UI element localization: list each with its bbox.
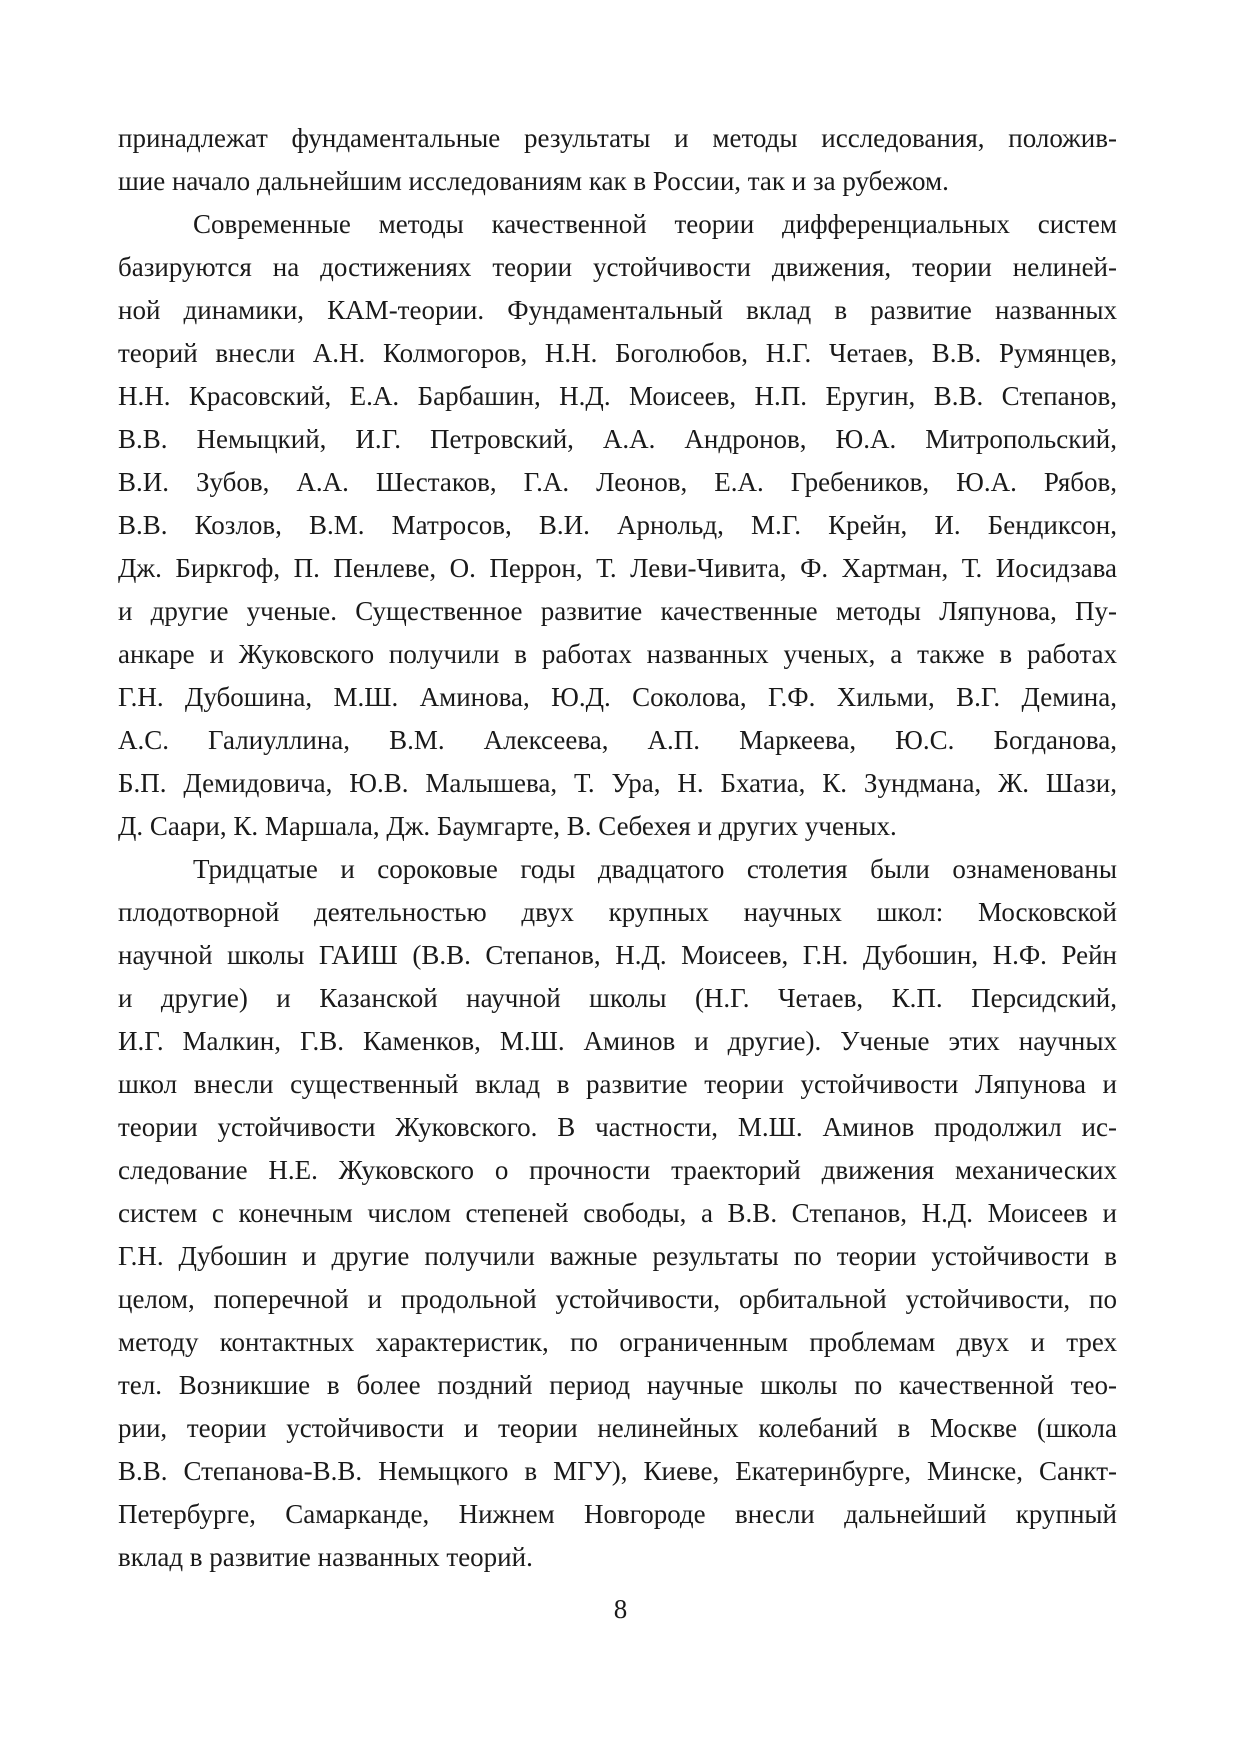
paragraph-3-line-7: теории устойчивости Жуковского. В частности, М.Ш. Аминов продолжил ис-	[118, 1112, 1117, 1142]
paragraph-2-line-13: А.С. Галиуллина, В.М. Алексеева, А.П. Маркеева, Ю.С. Богданова,	[118, 725, 1117, 755]
paragraph-3-line-16: Петербурге, Самарканде, Нижнем Новгороде внесли дальнейший крупный	[118, 1499, 1117, 1529]
body-text	[118, 117, 1117, 1579]
paragraph-2-line-9: Дж. Биркгоф, П. Пенлеве, О. Перрон, Т. Леви-Чивита, Ф. Хартман, Т. Иосидзава	[118, 553, 1117, 583]
paragraph-2-line-1: Современные методы качественной теории дифференциальных систем	[193, 209, 1117, 239]
paragraph-3-line-11: целом, поперечной и продольной устойчивости, орбитальной устойчивости, по	[118, 1284, 1117, 1314]
paragraph-2-line-2: базируются на достижениях теории устойчивости движения, теории нелиней-	[118, 252, 1117, 282]
paragraph-2-line-8: В.В. Козлов, В.М. Матросов, В.И. Арнольд, М.Г. Крейн, И. Бендиксон,	[118, 510, 1117, 540]
paragraph-3-line-14: рии, теории устойчивости и теории нелинейных колебаний в Москве (школа	[118, 1413, 1117, 1443]
paragraph-1-line-2: шие начало дальнейшим исследованиям как в России, так и за рубежом.	[118, 166, 949, 196]
paragraph-2-line-4: теорий внесли А.Н. Колмогоров, Н.Н. Боголюбов, Н.Г. Четаев, В.В. Румянцев,	[118, 338, 1117, 368]
paragraph-3-line-17: вклад в развитие названных теорий.	[118, 1542, 533, 1572]
paragraph-2-line-12: Г.Н. Дубошина, М.Ш. Аминова, Ю.Д. Соколова, Г.Ф. Хильми, В.Г. Демина,	[118, 682, 1117, 712]
paragraph-3-line-10: Г.Н. Дубошин и другие получили важные результаты по теории устойчивости в	[118, 1241, 1117, 1271]
paragraph-2-line-5: Н.Н. Красовский, Е.А. Барбашин, Н.Д. Моисеев, Н.П. Еругин, В.В. Степанов,	[118, 381, 1117, 411]
paragraph-3-line-4: и другие) и Казанской научной школы (Н.Г. Четаев, К.П. Персидский,	[118, 983, 1117, 1013]
paragraph-2-line-11: анкаре и Жуковского получили в работах названных ученых, а также в работах	[118, 639, 1117, 669]
paragraph-3-line-6: школ внесли существенный вклад в развитие теории устойчивости Ляпунова и	[118, 1069, 1117, 1099]
paragraph-3-line-13: тел. Возникшие в более поздний период научные школы по качественной тео-	[118, 1370, 1117, 1400]
paragraph-3-line-9: систем с конечным числом степеней свободы, а В.В. Степанов, Н.Д. Моисеев и	[118, 1198, 1117, 1228]
paragraph-2-line-15: Д. Саари, К. Маршала, Дж. Баумгарте, В. Себехея и других ученых.	[118, 811, 897, 841]
paragraph-3-line-8: следование Н.Е. Жуковского о прочности траекторий движения механических	[118, 1155, 1117, 1185]
paragraph-2-line-10: и другие ученые. Существенное развитие качественные методы Ляпунова, Пу-	[118, 596, 1117, 626]
paragraph-2-line-3: ной динамики, КАМ-теории. Фундаментальный вклад в развитие названных	[118, 295, 1117, 325]
paragraph-2-line-7: В.И. Зубов, А.А. Шестаков, Г.А. Леонов, Е.А. Гребеников, Ю.А. Рябов,	[118, 467, 1117, 497]
paragraph-2-line-14: Б.П. Демидовича, Ю.В. Малышева, Т. Ура, Н. Бхатиа, К. Зундмана, Ж. Шази,	[118, 768, 1117, 798]
paragraph-1-line-1: принадлежат фундаментальные результаты и методы исследования, положив-	[118, 123, 1117, 153]
paragraph-2-line-6: В.В. Немыцкий, И.Г. Петровский, А.А. Андронов, Ю.А. Митропольский,	[118, 424, 1117, 454]
paragraph-3-line-12: методу контактных характеристик, по ограниченным проблемам двух и трех	[118, 1327, 1117, 1357]
paragraph-3-line-1: Тридцатые и сороковые годы двадцатого столетия были ознаменованы	[193, 854, 1117, 884]
paragraph-3-line-15: В.В. Степанова-В.В. Немыцкого в МГУ), Киеве, Екатеринбурге, Минске, Санкт-	[118, 1456, 1117, 1486]
page-number: 8	[613, 1594, 628, 1624]
paragraph-3-line-5: И.Г. Малкин, Г.В. Каменков, М.Ш. Аминов и другие). Ученые этих научных	[118, 1026, 1117, 1056]
paragraph-3-line-3: научной школы ГАИШ (В.В. Степанов, Н.Д. Моисеев, Г.Н. Дубошин, Н.Ф. Рейн	[118, 940, 1117, 970]
paragraph-3-line-2: плодотворной деятельностью двух крупных научных школ: Московской	[118, 897, 1117, 927]
